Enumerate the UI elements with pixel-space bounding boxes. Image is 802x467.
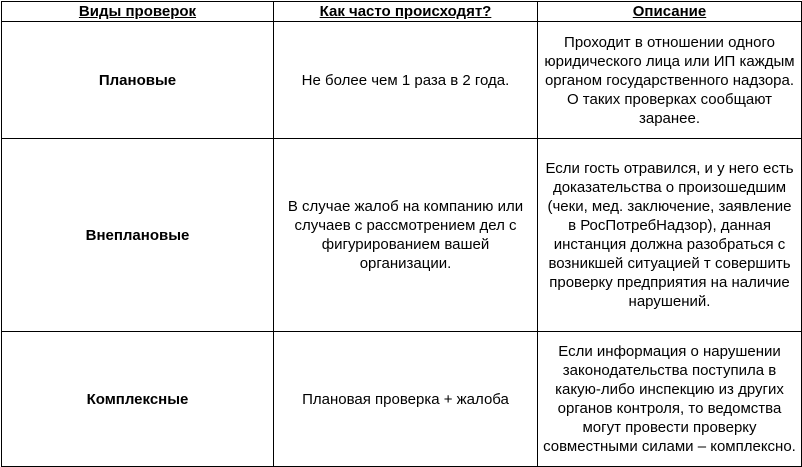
header-frequency: Как часто происходят?: [274, 2, 538, 22]
frequency-cell: Не более чем 1 раза в 2 года.: [274, 22, 538, 139]
frequency-cell: В случае жалоб на компанию или случаев с рассмотрением дел с фигурированием вашей организации.: [274, 139, 538, 332]
inspection-type-cell: Внеплановые: [2, 139, 274, 332]
table-row: [2, 332, 802, 467]
inspection-types-table: [1, 1, 802, 467]
description-cell: Если гость отравился, и у него есть доказательства о произошедшим (чеки, мед. заключение, заявление в РосПотребНадзор), данная инстанция должна разобраться с возникшей ситуацией т совершить проверку предприятия на наличие нарушений.: [538, 139, 802, 332]
inspection-type-cell: Плановые: [2, 22, 274, 139]
table-header-row: [2, 2, 802, 22]
table-row: [2, 139, 802, 332]
description-cell: Проходит в отношении одного юридического лица или ИП каждым органом государственного надзора. О таких проверках сообщают заранее.: [538, 22, 802, 139]
description-cell: Если информация о нарушении законодательства поступила в какую-либо инспекцию из других органов контроля, то ведомства могут провести проверку совместными силами – комплексно.: [538, 332, 802, 467]
frequency-cell: Плановая проверка + жалоба: [274, 332, 538, 467]
header-inspection-type: Виды проверок: [2, 2, 274, 22]
inspection-type-cell: Комплексные: [2, 332, 274, 467]
table-row: [2, 22, 802, 139]
header-description: Описание: [538, 2, 802, 22]
